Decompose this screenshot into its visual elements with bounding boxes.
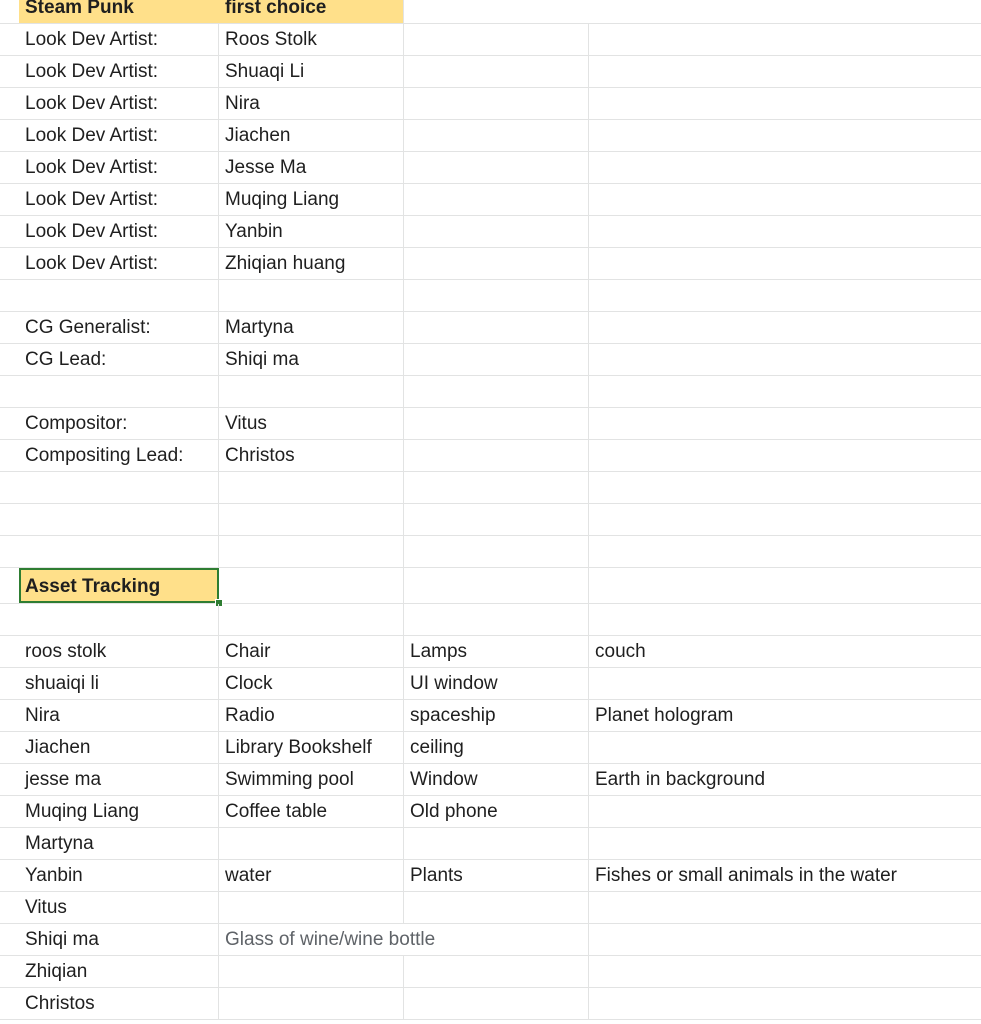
empty-cell[interactable] [404,536,589,567]
asset-person-cell[interactable]: Yanbin [19,860,219,891]
asset-cell[interactable] [219,828,404,859]
asset-person-cell[interactable]: shuaiqi li [19,668,219,699]
asset-row [0,636,981,668]
asset-cell[interactable] [589,988,981,1019]
name-cell[interactable]: Yanbin [219,216,404,247]
empty-cell[interactable] [19,604,219,635]
name-cell[interactable]: Jesse Ma [219,152,404,183]
empty-cell[interactable] [19,536,219,567]
asset-cell[interactable]: Swimming pool [219,764,404,795]
asset-cell[interactable]: Glass of wine/wine bottle [225,929,436,950]
role-cell[interactable]: Look Dev Artist: [19,216,219,247]
empty-cell[interactable] [404,312,589,343]
asset-cell[interactable]: couch [595,641,646,662]
sheet-row [0,152,981,184]
empty-cell[interactable] [404,280,589,311]
asset-cell[interactable]: Clock [219,668,404,699]
asset-cell[interactable]: ceiling [404,732,589,763]
empty-cell[interactable] [404,152,589,183]
name-cell[interactable]: Vitus [219,408,404,439]
sheet-row [0,248,981,280]
asset-cell[interactable]: Coffee table [219,796,404,827]
asset-row [0,764,981,796]
asset-person-cell[interactable]: Martyna [19,828,219,859]
empty-cell[interactable] [219,604,404,635]
asset-person-cell[interactable]: Christos [19,988,219,1019]
sheet-row [0,344,981,376]
asset-cell[interactable] [219,956,404,987]
empty-cell[interactable] [404,248,589,279]
name-cell[interactable]: Martyna [219,312,404,343]
asset-person-cell[interactable]: Muqing Liang [19,796,219,827]
empty-cell[interactable] [404,184,589,215]
name-cell[interactable]: Muqing Liang [219,184,404,215]
asset-cell[interactable]: Plants [404,860,589,891]
asset-person-cell[interactable]: roos stolk [19,636,219,667]
sheet-row [0,568,981,604]
asset-cell[interactable] [219,988,404,1019]
role-cell[interactable]: CG Generalist: [19,312,219,343]
header-subtitle-cell[interactable]: first choice [219,0,404,23]
name-cell[interactable]: Jiachen [219,120,404,151]
asset-cell[interactable]: Chair [219,636,404,667]
empty-cell[interactable] [404,376,589,407]
role-cell[interactable]: Look Dev Artist: [19,120,219,151]
asset-cell[interactable]: spaceship [404,700,589,731]
sheet-row [0,440,981,472]
asset-cell[interactable] [404,828,589,859]
empty-cell[interactable] [404,216,589,247]
name-cell[interactable]: Roos Stolk [219,24,404,55]
empty-cell[interactable] [404,408,589,439]
asset-cell[interactable] [219,892,404,923]
empty-cell[interactable] [19,376,219,407]
empty-cell[interactable] [404,56,589,87]
asset-row [0,892,981,924]
empty-cell[interactable] [219,568,404,603]
asset-row [0,700,981,732]
asset-cell[interactable]: Library Bookshelf [219,732,404,763]
asset-cell[interactable] [589,796,981,827]
sheet-row [0,56,981,88]
role-cell[interactable]: Look Dev Artist: [19,88,219,119]
asset-row [0,668,981,700]
role-cell[interactable]: CG Lead: [19,344,219,375]
role-cell[interactable]: Look Dev Artist: [19,56,219,87]
sheet-row [0,312,981,344]
sheet-row [0,0,981,24]
asset-person-cell[interactable]: Nira [19,700,219,731]
empty-cell[interactable] [404,472,589,503]
sheet-row [0,504,981,536]
empty-cell[interactable] [219,536,404,567]
asset-cell[interactable]: Earth in background [595,769,766,790]
empty-cell[interactable] [219,472,404,503]
empty-cell[interactable] [404,0,589,23]
empty-cell[interactable] [404,24,589,55]
asset-cell[interactable] [589,732,981,763]
role-cell[interactable]: Look Dev Artist: [19,24,219,55]
name-cell[interactable]: Zhiqian huang [219,248,404,279]
asset-cell[interactable] [589,924,981,955]
empty-cell[interactable] [404,440,589,471]
role-cell[interactable]: Look Dev Artist: [19,184,219,215]
empty-cell[interactable] [404,568,589,603]
name-cell[interactable]: Shiqi ma [219,344,404,375]
name-cell[interactable]: Nira [219,88,404,119]
asset-row [0,988,981,1020]
empty-cell[interactable] [19,472,219,503]
sheet-row [0,24,981,56]
asset-row [0,796,981,828]
empty-cell[interactable] [19,504,219,535]
asset-cell[interactable] [404,956,589,987]
empty-cell[interactable] [219,280,404,311]
asset-row [0,828,981,860]
asset-cell[interactable]: water [219,860,404,891]
sheet-row [0,536,981,568]
role-cell[interactable]: Look Dev Artist: [19,152,219,183]
sheet-row [0,120,981,152]
asset-tracking-title-cell[interactable]: Asset Tracking [19,568,219,603]
asset-cell[interactable]: Old phone [404,796,589,827]
sheet-row [0,408,981,440]
empty-cell[interactable] [19,280,219,311]
asset-cell[interactable] [589,668,981,699]
role-cell[interactable]: Look Dev Artist: [19,248,219,279]
asset-row [0,924,981,956]
asset-cell[interactable] [404,988,589,1019]
asset-cell[interactable]: Lamps [404,636,589,667]
empty-cell[interactable] [219,376,404,407]
sheet-row [0,280,981,312]
role-cell[interactable]: Compositor: [19,408,219,439]
empty-cell[interactable] [404,344,589,375]
asset-row [0,860,981,892]
asset-person-cell[interactable]: Shiqi ma [19,924,219,955]
empty-cell[interactable] [404,88,589,119]
empty-cell[interactable] [404,120,589,151]
sheet-row [0,216,981,248]
empty-cell[interactable] [404,504,589,535]
asset-cell[interactable]: UI window [404,668,589,699]
asset-person-cell[interactable]: Vitus [19,892,219,923]
name-cell[interactable]: Christos [219,440,404,471]
header-title-cell[interactable]: Steam Punk [19,0,219,23]
name-cell[interactable]: Shuaqi Li [219,56,404,87]
sheet-row [0,604,981,636]
asset-row [0,732,981,764]
asset-cell[interactable]: Planet hologram [595,705,734,726]
empty-cell[interactable] [404,604,589,635]
empty-cell[interactable] [219,504,404,535]
sheet-row [0,472,981,504]
asset-person-cell[interactable]: Jiachen [19,732,219,763]
asset-cell[interactable] [589,828,981,859]
asset-person-cell[interactable]: jesse ma [19,764,219,795]
asset-cell[interactable]: Window [404,764,589,795]
asset-row [0,956,981,988]
role-cell[interactable]: Compositing Lead: [19,440,219,471]
sheet-row [0,184,981,216]
asset-person-cell[interactable]: Zhiqian [19,956,219,987]
asset-cell[interactable] [404,924,589,955]
asset-cell[interactable] [404,892,589,923]
sheet-row [0,376,981,408]
asset-cell[interactable] [589,956,981,987]
asset-cell[interactable]: Fishes or small animals in the water [595,865,897,886]
asset-cell[interactable]: Radio [219,700,404,731]
sheet-row [0,88,981,120]
asset-cell[interactable] [589,892,981,923]
